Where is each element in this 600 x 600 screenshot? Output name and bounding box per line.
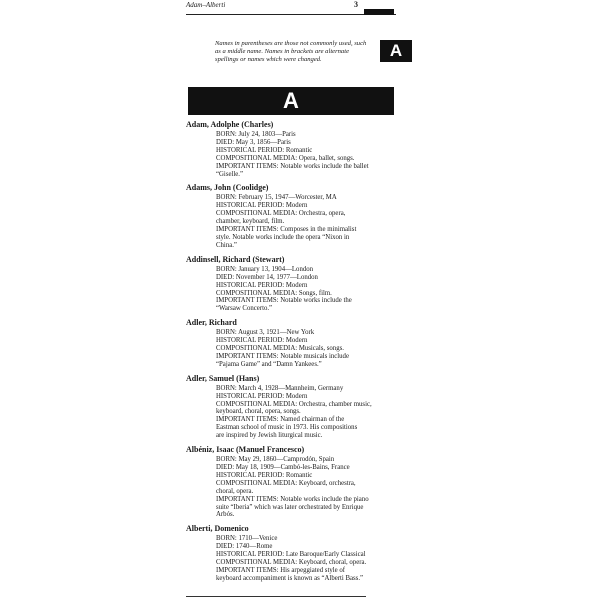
- detail-line: style. Notable works include the opera “Nixon in: [216, 233, 350, 241]
- composer-entries: [186, 120, 398, 588]
- composer-entry: [186, 318, 398, 369]
- composer-details: [216, 329, 398, 369]
- detail-line: DIED: May 3, 1856—Paris: [216, 138, 291, 146]
- composer-details: [216, 194, 398, 249]
- detail-line: COMPOSITIONAL MEDIA: Songs, film.: [216, 289, 332, 297]
- detail-line: HISTORICAL PERIOD: Late Baroque/Early Classical: [216, 551, 366, 559]
- composer-entry: [186, 374, 398, 440]
- detail-line: IMPORTANT ITEMS: Composes in the minimalist: [216, 226, 357, 234]
- detail-line: HISTORICAL PERIOD: Modern: [216, 202, 308, 210]
- detail-line: IMPORTANT ITEMS: Notable works include the ballet: [216, 162, 369, 170]
- detail-line: DIED: 1740—Rome: [216, 543, 273, 551]
- detail-line: DIED: November 14, 1977—London: [216, 273, 318, 281]
- detail-line: HISTORICAL PERIOD: Modern: [216, 392, 308, 400]
- detail-line: keyboard, choral, opera, songs.: [216, 408, 301, 416]
- detail-line: BORN: February 15, 1947—Worcester, MA: [216, 194, 337, 202]
- detail-line: chamber, keyboard, film.: [216, 218, 285, 226]
- intro-note: Names in parentheses are those not commonly used, such as a middle name. Names in brackets are alternate spellings or names which were changed.: [215, 40, 367, 63]
- composer-details: [216, 385, 398, 440]
- detail-line: IMPORTANT ITEMS: Notable musicals include: [216, 352, 349, 360]
- detail-line: BORN: March 4, 1928—Mannheim, Germany: [216, 384, 344, 392]
- detail-line: keyboard accompaniment is known as “Alberti Bass.”: [216, 574, 364, 582]
- detail-line: are inspired by Jewish liturgical music.: [216, 432, 323, 440]
- detail-line: “Warsaw Concerto.”: [216, 305, 273, 313]
- detail-line: IMPORTANT ITEMS: His arpeggiated style of: [216, 566, 345, 574]
- detail-line: BORN: May 29, 1860—Camprodón, Spain: [216, 456, 335, 464]
- composer-entry: [186, 524, 398, 582]
- detail-line: COMPOSITIONAL MEDIA: Musicals, songs.: [216, 345, 344, 353]
- detail-line: COMPOSITIONAL MEDIA: Opera, ballet, songs.: [216, 154, 355, 162]
- detail-line: suite “Iberia” which was later orchestrated by Enrique: [216, 503, 364, 511]
- detail-line: IMPORTANT ITEMS: Named chairman of the: [216, 416, 345, 424]
- composer-details: [216, 535, 398, 582]
- composer-entry: [186, 255, 398, 313]
- detail-line: COMPOSITIONAL MEDIA: Keyboard, choral, opera.: [216, 559, 367, 567]
- composer-entry: [186, 183, 398, 249]
- detail-line: HISTORICAL PERIOD: Romantic: [216, 146, 313, 154]
- composer-name: Adams, John (Coolidge): [186, 183, 269, 193]
- detail-line: Eastman school of music in 1973. His compositions: [216, 424, 358, 432]
- composer-name: Addinsell, Richard (Stewart): [186, 254, 285, 264]
- detail-line: China.”: [216, 241, 237, 249]
- detail-line: IMPORTANT ITEMS: Notable works include the piano: [216, 495, 369, 503]
- detail-line: “Giselle.”: [216, 170, 243, 178]
- bottom-rule: [186, 596, 366, 597]
- detail-line: BORN: January 13, 1904—London: [216, 265, 314, 273]
- composer-name: Alberti, Domenico: [186, 524, 249, 534]
- detail-line: Arbós.: [216, 511, 235, 519]
- composer-name: Adler, Richard: [186, 318, 237, 328]
- detail-line: BORN: 1710—Venice: [216, 535, 278, 543]
- header-bar: [364, 9, 394, 15]
- detail-line: DIED: May 18, 1909—Cambó-les-Bains, France: [216, 464, 350, 471]
- detail-line: “Pajama Game” and “Damn Yankees.”: [216, 360, 322, 368]
- detail-line: HISTORICAL PERIOD: Romantic: [216, 471, 313, 479]
- detail-line: HISTORICAL PERIOD: Modern: [216, 281, 308, 289]
- detail-line: COMPOSITIONAL MEDIA: Orchestra, chamber music,: [216, 400, 372, 408]
- composer-details: [216, 266, 398, 313]
- detail-line: choral, opera.: [216, 487, 254, 495]
- composer-name: Adler, Samuel (Hans): [186, 373, 260, 383]
- composer-details: [216, 456, 398, 519]
- detail-line: IMPORTANT ITEMS: Notable works include the: [216, 297, 352, 305]
- detail-line: BORN: July 24, 1803—Paris: [216, 131, 296, 138]
- running-head-title: Adam–Alberti: [186, 1, 226, 9]
- thumb-tab: A: [380, 40, 412, 62]
- detail-line: COMPOSITIONAL MEDIA: Orchestra, opera,: [216, 210, 346, 218]
- composer-name: Adam, Adolphe (Charles): [186, 120, 274, 129]
- detail-line: COMPOSITIONAL MEDIA: Keyboard, orchestra,: [216, 479, 356, 487]
- detail-line: BORN: August 3, 1921—New York: [216, 329, 315, 337]
- page-number: 3: [354, 0, 358, 9]
- composer-name: Albéniz, Isaac (Manuel Francesco): [186, 445, 305, 455]
- section-letter-banner: A: [188, 87, 394, 115]
- composer-entry: [186, 445, 398, 519]
- composer-entry: [186, 120, 398, 178]
- composer-details: [216, 131, 398, 178]
- detail-line: HISTORICAL PERIOD: Modern: [216, 337, 308, 345]
